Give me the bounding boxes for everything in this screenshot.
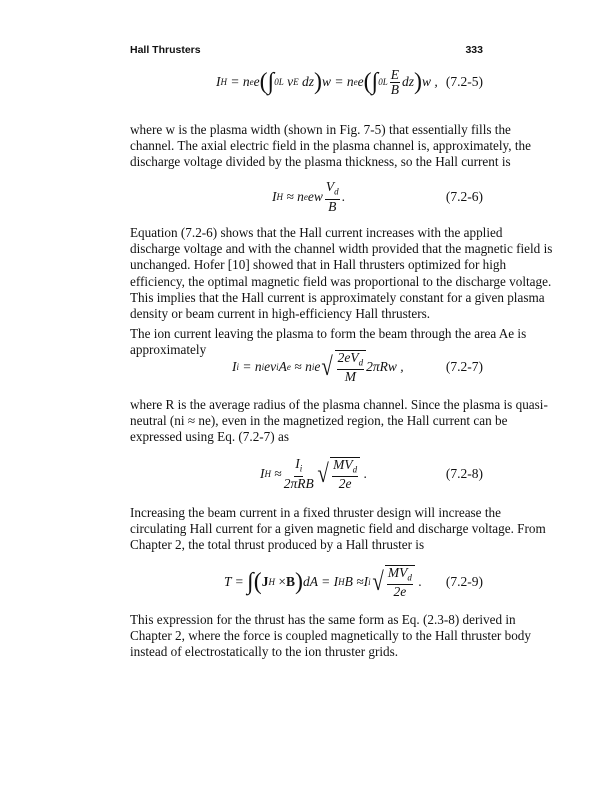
equation-term: I — [216, 74, 221, 89]
equation-term: T = — [224, 574, 244, 589]
equation-term: 2e — [338, 476, 352, 492]
equation-term: ≈ n — [286, 189, 304, 204]
equation-term: B — [285, 574, 295, 589]
equation-term: ≈ n — [294, 359, 312, 374]
equation-term: e — [249, 77, 254, 87]
paragraph-5 — [130, 505, 546, 554]
equation-term: = n — [334, 74, 354, 89]
equation-term: ev — [264, 359, 277, 374]
equation-term: × — [278, 574, 286, 589]
equation-term: I — [295, 456, 300, 472]
paragraph-2 — [130, 225, 553, 322]
equation-term: e — [253, 74, 260, 89]
equation-term: w — [321, 74, 331, 89]
equation-term: I — [272, 189, 277, 204]
equation-term: B — [328, 198, 337, 214]
text-line: The ion current leaving the plasma to form the beam through the area Ae is — [130, 326, 527, 341]
equation-term: dz — [401, 74, 414, 89]
equation-term: i — [368, 577, 371, 587]
equation-term: ew — [307, 189, 323, 204]
equation-term: . — [418, 574, 422, 589]
equation-7-2-7: I i = n i ev i A e ≈ n i e √ $\frac{2eV_d}{M}$ 2πRw , (7.2-7) — [232, 349, 483, 385]
equation-term: MV — [387, 564, 408, 580]
equation-term: i — [311, 362, 315, 372]
equation-term: H — [338, 577, 345, 587]
text-line: density or beam current in high-efficiency Hall thrusters. — [130, 306, 431, 322]
equation-term: i — [236, 362, 240, 372]
equation-term: E — [293, 77, 299, 87]
running-header-title: Hall Thrusters — [130, 44, 201, 56]
equation-term: v — [287, 74, 294, 89]
text-line: unchanged. Hofer [10] showed that in Hall thrusters optimized for high — [130, 257, 507, 273]
equation-7-2-9: T = ∫( J H × B ) dA = I H B ≈I i √ $\frac{MV_d}{2e}$ . (7.2-9) — [224, 564, 483, 600]
equation-number: (7.2-5) — [445, 74, 483, 89]
equation-term: = n — [242, 359, 262, 374]
equation-term: 2e — [393, 584, 407, 600]
text-line: where w is the plasma width (shown in Fig. 7-5) that essentially fills the — [130, 122, 511, 137]
text-line: expressed using Eq. (7.2-7) as — [130, 429, 289, 445]
text-line: neutral (ni ≈ ne), even in the magnetized region, the Hall current can be — [130, 413, 508, 429]
text-line: instead of electrostatically to the ion thruster grids. — [130, 644, 399, 660]
text-line: channel. The axial electric field in the plasma channel is, approximately, the — [130, 138, 531, 154]
equation-term: d — [334, 186, 339, 197]
equation-term: E — [390, 66, 399, 82]
text-line: Chapter 2, where the force is coupled magnetically to the Hall thruster body — [130, 628, 531, 644]
equation-term: i — [299, 463, 303, 474]
equation-term: H — [264, 469, 271, 479]
equation-term: i — [261, 362, 265, 372]
equation-term: 2eV — [337, 349, 359, 365]
equation-term: H — [220, 77, 227, 87]
text-line: approximately — [130, 342, 207, 358]
equation-term: M — [344, 369, 356, 385]
text-line: Increasing the beam current in a fixed thruster design will increase the — [130, 505, 501, 520]
text-line: Equation (7.2-6) shows that the Hall current increases with the applied — [130, 225, 503, 240]
equation-term: L — [382, 77, 388, 87]
page-number: 333 — [465, 44, 483, 56]
equation-number: (7.2-6) — [445, 189, 483, 204]
equation-term: d — [352, 464, 358, 475]
equation-term: J — [261, 574, 269, 589]
equation-term: = n — [230, 74, 250, 89]
equation-term: . — [363, 466, 367, 481]
equation-term: ≈ — [274, 466, 282, 481]
equation-term: . — [341, 189, 346, 204]
text-line: Chapter 2, the total thrust produced by a Hall thruster is — [130, 537, 425, 553]
paragraph-1 — [130, 122, 531, 171]
equation-term: 0 — [274, 77, 279, 87]
equation-7-2-8: I H ≈ $\frac{I_i}{\text{2πRB}}$ √ $\frac{MV_d}{2e}$ . (7.2-8) — [260, 456, 483, 492]
paragraph-6 — [130, 612, 531, 661]
equation-term: e — [303, 192, 308, 202]
text-line: discharge voltage and with the channel width provided that the magnetic field is — [130, 241, 553, 257]
equation-7-2-5: I H = n e e (∫ 0 L v E dz ) w = n e e (∫ 0 L $\frac{E}{B}$ dz ) w , (7.2-5) — [216, 66, 483, 97]
equation-term: i — [276, 362, 279, 372]
equation-number: (7.2-8) — [445, 466, 483, 481]
equation-term: 2πRB — [283, 475, 314, 491]
equation-term: H — [276, 192, 283, 202]
equation-term: B — [390, 81, 399, 97]
equation-term: 2πRw , — [366, 359, 404, 374]
equation-term: e — [353, 77, 358, 87]
paragraph-4 — [130, 397, 548, 446]
text-line: discharge voltage divided by the plasma thickness, so the Hall current is — [130, 154, 511, 170]
equation-number: (7.2-7) — [445, 359, 483, 374]
equation-term: H — [268, 577, 275, 587]
equation-term: I — [232, 359, 237, 374]
equation-term: B ≈I — [344, 574, 369, 589]
equation-term: e — [314, 359, 321, 374]
text-line: circulating Hall current for a given magnetic field and discharge voltage. From — [130, 521, 546, 537]
equation-term: 0 — [378, 77, 383, 87]
equation-term: d — [358, 357, 364, 368]
equation-term: dz — [301, 74, 314, 89]
text-line: This implies that the Hall current is approximately constant for a given plasma — [130, 289, 545, 305]
equation-7-2-6 — [130, 177, 483, 217]
equation-term: MV — [333, 456, 353, 472]
equation-term: V — [325, 179, 335, 195]
equation-term: dA = I — [302, 574, 339, 589]
text-line: where R is the average radius of the plasma channel. Since the plasma is quasi- — [130, 397, 548, 412]
text-line: This expression for the thrust has the same form as Eq. (2.3-8) derived in — [130, 612, 516, 627]
equation-term: I — [260, 466, 265, 481]
equation-term: L — [278, 77, 284, 87]
equation-number: (7.2-9) — [445, 574, 483, 589]
equation-term: d — [407, 572, 412, 583]
text-line: efficiency, the optimal magnetic field was proportional to the discharge voltage. — [130, 273, 552, 289]
equation-term: w , — [421, 74, 438, 89]
equation-term: e — [357, 74, 364, 89]
equation-term: A — [278, 359, 287, 374]
equation-term: e — [286, 362, 291, 372]
